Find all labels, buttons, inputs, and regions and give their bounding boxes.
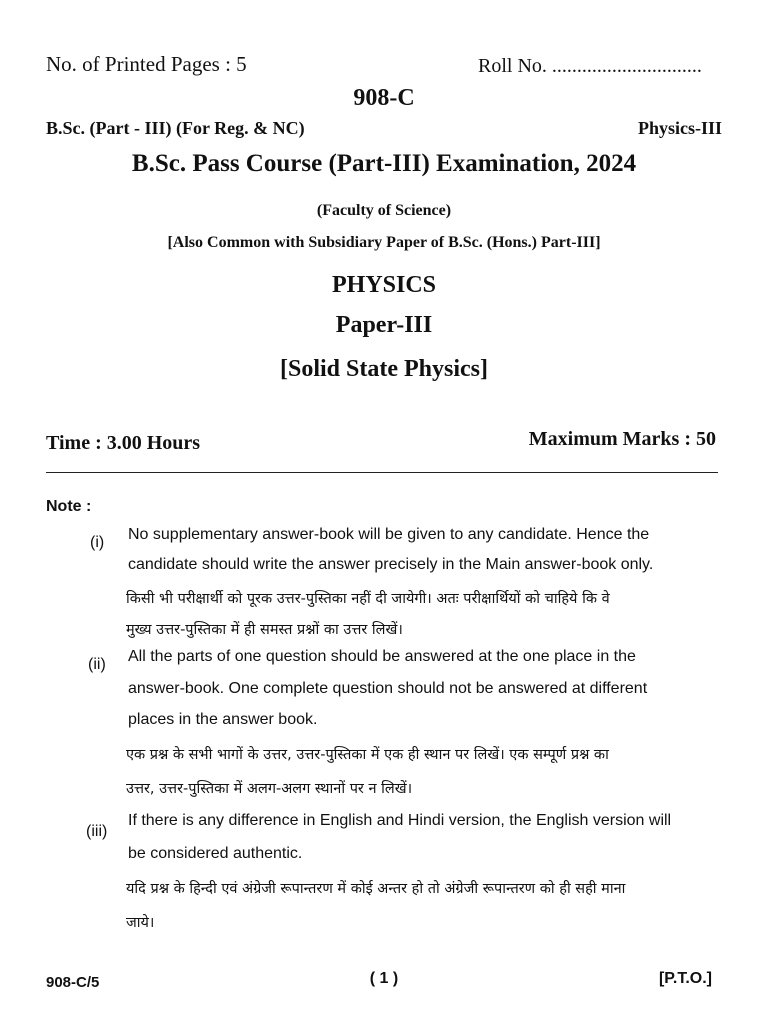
note-english-line: No supplementary answer-book will be given to any candidate. Hence the	[128, 526, 650, 543]
note-english-line: be considered authentic.	[128, 845, 303, 862]
note-hindi-line: मुख्य उत्तर-पुस्तिका में ही समस्त प्रश्नों का उत्तर लिखें।	[126, 622, 403, 638]
subject-heading: PHYSICS	[331, 272, 437, 298]
note-hindi-line: एक प्रश्न के सभी भागों के उत्तर, उत्तर-पुस्तिका में एक ही स्थान पर लिखें। एक सम्पूर्ण प्रश्न का	[126, 747, 609, 763]
note-hindi-line: यदि प्रश्न के हिन्दी एवं अंग्रेजी रूपान्तरण में कोई अन्तर हो तो अंग्रेजी रूपान्तरण को ही सही माना	[126, 881, 626, 897]
note-english-line: If there is any difference in English and Hindi version, the English version will	[128, 812, 672, 829]
footer-pto: [P.T.O.]	[658, 970, 712, 987]
note-english-line: places in the answer book.	[128, 711, 318, 728]
note-hindi-line: उत्तर, उत्तर-पुस्तिका में अलग-अलग स्थानों पर न लिखें।	[126, 781, 413, 797]
note-english-line: All the parts of one question should be answered at the one place in the	[128, 648, 636, 665]
note-hindi-line: जाये।	[126, 915, 155, 931]
footer-page-number: ( 1 )	[369, 970, 399, 987]
paper-heading: Paper-III	[335, 312, 433, 338]
paper-code: 908-C	[353, 85, 415, 111]
note-label: Note :	[46, 498, 92, 515]
header-divider	[46, 472, 718, 473]
time-allowed: Time : 3.00 Hours	[46, 432, 201, 454]
note-english-line: candidate should write the answer precisely in the Main answer-book only.	[128, 556, 654, 573]
note-hindi-line: किसी भी परीक्षार्थी को पूरक उत्तर-पुस्तिका नहीं दी जायेगी। अतः परीक्षार्थियों को चाहिये कि वे	[126, 591, 610, 607]
note-item-number: (i)	[90, 534, 105, 551]
subject-code-right: Physics-III	[637, 118, 722, 138]
printed-pages: No. of Printed Pages : 5	[46, 52, 247, 76]
maximum-marks: Maximum Marks : 50	[528, 428, 716, 450]
topic-heading: [Solid State Physics]	[279, 356, 488, 382]
course-line: B.Sc. (Part - III) (For Reg. & NC)	[46, 118, 305, 138]
exam-title: B.Sc. Pass Course (Part-III) Examination, 2024	[131, 150, 637, 177]
note-english-line: answer-book. One complete question should not be answered at different	[128, 680, 648, 697]
footer-paper-code: 908-C/5	[46, 974, 100, 991]
common-paper-line: [Also Common with Subsidiary Paper of B.Sc. (Hons.) Part-III]	[167, 234, 601, 251]
roll-number-field: Roll No. ..............................	[478, 55, 702, 77]
note-item-number: (iii)	[86, 823, 108, 840]
faculty-line: (Faculty of Science)	[316, 202, 452, 219]
note-item-number: (ii)	[88, 656, 106, 673]
